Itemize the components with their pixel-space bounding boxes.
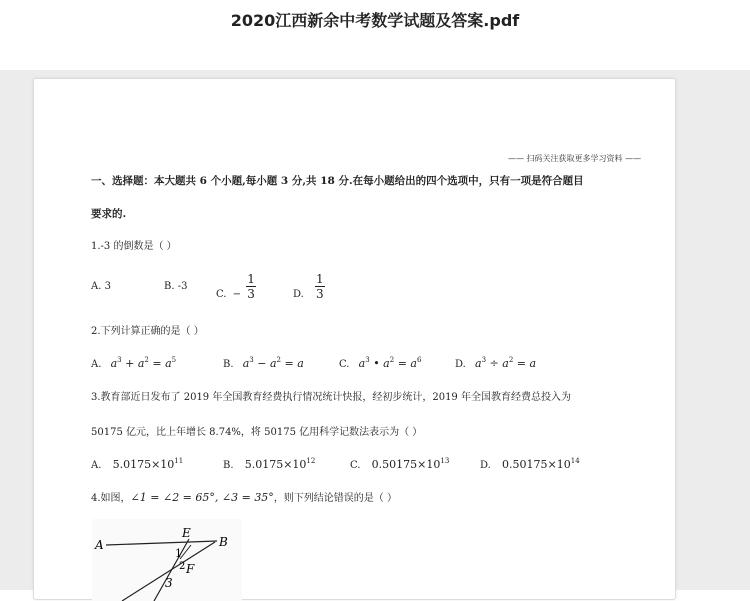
q1-option-b: B. -3	[164, 281, 188, 292]
q1-option-c-numerator: 1	[247, 272, 255, 286]
label-angle-2: 2	[179, 561, 186, 572]
q2-stem: 2.下列计算正确的是（ ）	[91, 326, 204, 337]
q3-option-c: C. $0.50175\times 10^{13}$	[350, 457, 450, 471]
q4-stem-suffix: ，则下列结论错误的是（ ）	[273, 493, 397, 504]
label-f: F	[186, 562, 195, 576]
q1-option-c	[216, 273, 256, 300]
q1-option-c-sign: −	[232, 289, 242, 300]
q1-option-a: A. 3	[91, 281, 111, 292]
q4-stem-prefix: 4.如图，	[91, 493, 131, 504]
pdf-page	[33, 78, 676, 600]
q1-option-c-denominator: 3	[247, 287, 255, 301]
q1-option-d-numerator: 1	[316, 272, 324, 286]
q4-geometry-figure	[92, 519, 242, 601]
q1-option-c-fraction	[246, 273, 256, 300]
header-note: —— 扫码关注获取更多学习资料 ——	[508, 154, 642, 163]
q3-option-b: B. $5.0175\times 10^{12}$	[223, 457, 316, 471]
q2-option-a: A. $a^3 + a^2 = a^5$	[91, 356, 177, 370]
q1-option-d-denominator: 3	[316, 287, 324, 301]
section-title-line2: 要求的.	[91, 208, 127, 220]
q2-option-d: D. $a^3 \div a^2 = a$	[455, 356, 537, 370]
label-a: A	[95, 538, 104, 552]
section-title-line1: 一、选择题：本大题共 6 个小题,每小题 3 分,共 18 分.在每小题给出的四个选项中，只有一项是符合题目	[91, 175, 584, 187]
label-e: E	[182, 526, 191, 540]
q3-option-d: D. $0.50175\times 10^{14}$	[480, 457, 580, 471]
q4-stem	[91, 489, 397, 504]
q2-option-c: C. $a^3$ • $a^2 = a^6$	[339, 356, 422, 370]
document-title-bar	[0, 0, 750, 70]
q1-stem: 1.-3 的倒数是（ ）	[91, 241, 177, 252]
q1-option-d-label: D.	[293, 289, 304, 300]
q3-option-a: A. $5.0175\times 10^{11}$	[91, 457, 184, 471]
q1-option-c-label: C.	[216, 289, 227, 300]
q2-option-b: B. $a^3 - a^2 = a$	[223, 356, 304, 370]
label-angle-1: 1	[175, 547, 182, 560]
q4-stem-math: ∠1 = ∠2 = 65°, ∠3 = 35°	[130, 491, 274, 504]
q3-stem-line2: 50175 亿元，比上年增长 8.74%，将 50175 亿用科学记数法表示为（ ）	[91, 427, 423, 438]
q3-stem-line1: 3.教育部近日发布了 2019 年全国教育经费执行情况统计快报，经初步统计，2019 年全国教育经费总投入为	[91, 392, 571, 403]
label-b: B	[219, 535, 228, 549]
label-angle-3: 3	[165, 576, 173, 590]
q1-option-d	[293, 273, 325, 300]
q1-option-d-fraction	[315, 273, 325, 300]
document-title: 2020江西新余中考数学试题及答案.pdf	[230, 11, 520, 30]
